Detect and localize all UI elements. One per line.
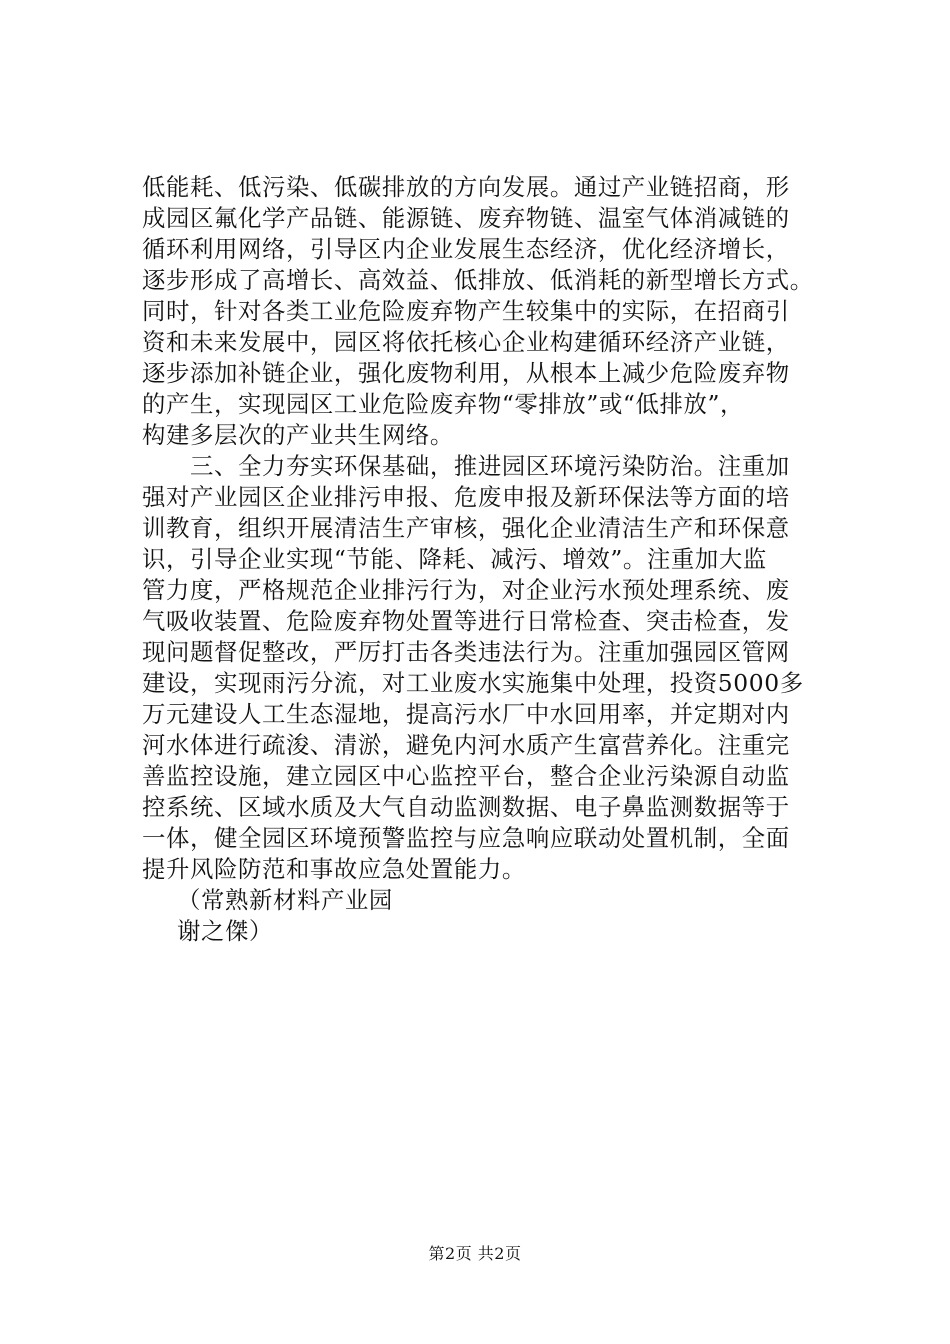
paragraph-line: 建设，实现雨污分流，对工业废水实施集中处理，投资5000多	[142, 669, 804, 697]
paragraph-line: 提升风险防范和事故应急处置能力。	[142, 855, 526, 883]
paragraph-line: 现问题督促整改，严厉打击各类违法行为。注重加强园区管网	[142, 638, 790, 666]
paragraph-line: 善监控设施，建立园区中心监控平台，整合企业污染源自动监	[142, 762, 790, 790]
author-attribution-line-2: 谢之傑）	[177, 917, 273, 945]
paragraph-line: 训教育，组织开展清洁生产审核，强化企业清洁生产和环保意	[142, 514, 790, 542]
paragraph-line: 管力度，严格规范企业排污行为，对企业污水预处理系统、废	[142, 576, 790, 604]
paragraph-line: 同时，针对各类工业危险废弃物产生较集中的实际，在招商引	[142, 297, 790, 325]
paragraph-line: 逐步形成了高增长、高效益、低排放、低消耗的新型增长方式。	[142, 266, 814, 294]
paragraph-line: 万元建设人工生态湿地，提高污水厂中水回用率，并定期对内	[142, 700, 790, 728]
section-three-first-line: 三、全力夯实环保基础，推进园区环境污染防治。注重加	[190, 452, 790, 480]
author-attribution-line-1: （常熟新材料产业园	[177, 886, 393, 914]
paragraph-line: 河水体进行疏浚、清淤，避免内河水质产生富营养化。注重完	[142, 731, 790, 759]
paragraph-line: 低能耗、低污染、低碳排放的方向发展。通过产业链招商，形	[142, 173, 790, 201]
paragraph-line: 资和未来发展中，园区将依托核心企业构建循环经济产业链，	[142, 328, 790, 356]
document-body	[142, 172, 842, 947]
paragraph-line: 一体，健全园区环境预警监控与应急响应联动处置机制，全面	[142, 824, 790, 852]
paragraph-line: 成园区氟化学产品链、能源链、废弃物链、温室气体消减链的	[142, 204, 790, 232]
paragraph-line: 控系统、区域水质及大气自动监测数据、电子鼻监测数据等于	[142, 793, 790, 821]
paragraph-line: 气吸收装置、危险废弃物处置等进行日常检查、突击检查，发	[142, 607, 790, 635]
paragraph-line: 构建多层次的产业共生网络。	[142, 421, 454, 449]
paragraph-line: 识，引导企业实现“节能、降耗、减污、增效”。注重加大监	[142, 545, 767, 573]
paragraph-line: 逐步添加补链企业，强化废物利用，从根本上减少危险废弃物	[142, 359, 790, 387]
page-number-footer: 第2页 共2页	[428, 1244, 522, 1263]
paragraph-line: 的产生，实现园区工业危险废弃物“零排放”或“低排放”，	[142, 390, 745, 418]
paragraph-line: 循环利用网络，引导区内企业发展生态经济，优化经济增长，	[142, 235, 790, 263]
paragraph-line: 强对产业园区企业排污申报、危废申报及新环保法等方面的培	[142, 483, 790, 511]
